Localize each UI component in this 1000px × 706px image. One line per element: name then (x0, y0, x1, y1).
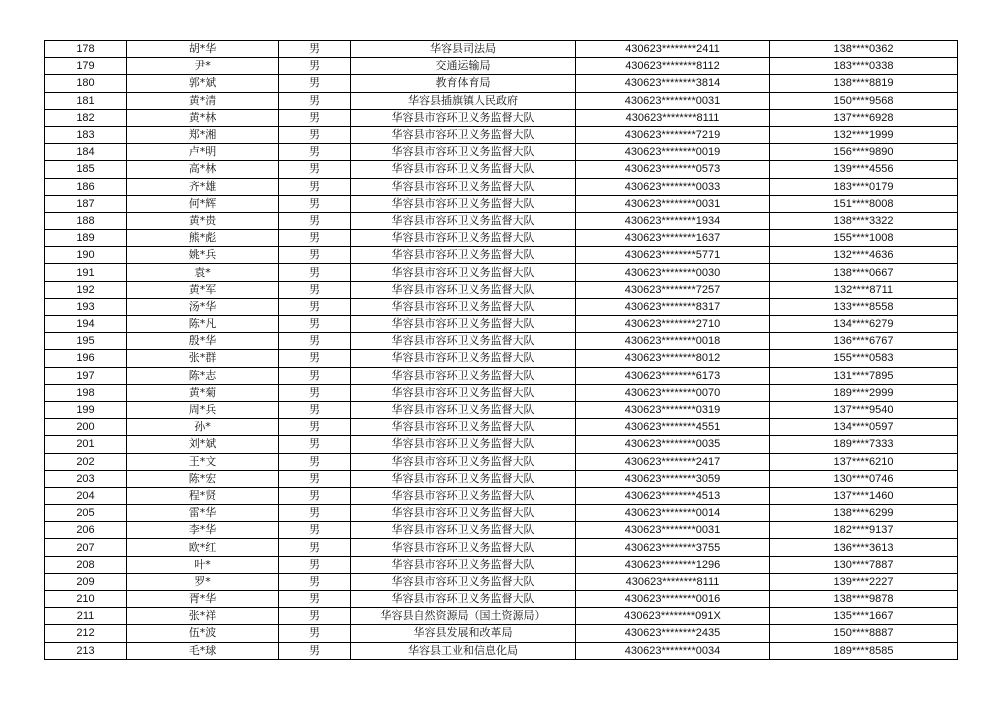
row-number-cell: 208 (45, 556, 127, 573)
work-unit-cell: 华容县市容环卫义务监督大队 (351, 487, 576, 504)
row-number-cell: 192 (45, 281, 127, 298)
id-number-cell: 430623********0031 (576, 195, 770, 212)
person-name-cell: 郑*湘 (127, 126, 279, 143)
row-number-cell: 187 (45, 195, 127, 212)
gender-cell: 男 (279, 384, 351, 401)
id-number-cell: 430623********1934 (576, 212, 770, 229)
person-name-cell: 熊*彪 (127, 230, 279, 247)
row-number-cell: 204 (45, 487, 127, 504)
row-number-cell: 198 (45, 384, 127, 401)
work-unit-cell: 华容县市容环卫义务监督大队 (351, 316, 576, 333)
work-unit-cell: 华容县市容环卫义务监督大队 (351, 230, 576, 247)
row-number-cell: 212 (45, 625, 127, 642)
person-name-cell: 陈*志 (127, 367, 279, 384)
person-name-cell: 胡*华 (127, 41, 279, 58)
person-name-cell: 张*祥 (127, 608, 279, 625)
phone-number-cell: 136****3613 (770, 539, 958, 556)
work-unit-cell: 华容县市容环卫义务监督大队 (351, 212, 576, 229)
table-row (45, 126, 958, 143)
id-number-cell: 430623********0030 (576, 264, 770, 281)
row-number-cell: 184 (45, 144, 127, 161)
gender-cell: 男 (279, 178, 351, 195)
table-row (45, 281, 958, 298)
phone-number-cell: 137****1460 (770, 487, 958, 504)
gender-cell: 男 (279, 367, 351, 384)
id-number-cell: 430623********8111 (576, 109, 770, 126)
gender-cell: 男 (279, 539, 351, 556)
gender-cell: 男 (279, 41, 351, 58)
table-row (45, 625, 958, 642)
row-number-cell: 197 (45, 367, 127, 384)
row-number-cell: 188 (45, 212, 127, 229)
work-unit-cell: 交通运输局 (351, 58, 576, 75)
row-number-cell: 199 (45, 401, 127, 418)
table-row (45, 436, 958, 453)
person-name-cell: 殷*华 (127, 333, 279, 350)
person-name-cell: 陈*凡 (127, 316, 279, 333)
person-name-cell: 欧*红 (127, 539, 279, 556)
row-number-cell: 203 (45, 470, 127, 487)
id-number-cell: 430623********7219 (576, 126, 770, 143)
id-number-cell: 430623********0031 (576, 92, 770, 109)
person-name-cell: 陈*宏 (127, 470, 279, 487)
gender-cell: 男 (279, 109, 351, 126)
gender-cell: 男 (279, 212, 351, 229)
phone-number-cell: 133****8558 (770, 298, 958, 315)
id-number-cell: 430623********091X (576, 608, 770, 625)
gender-cell: 男 (279, 350, 351, 367)
phone-number-cell: 155****1008 (770, 230, 958, 247)
table-row (45, 316, 958, 333)
phone-number-cell: 138****9878 (770, 591, 958, 608)
row-number-cell: 209 (45, 573, 127, 590)
work-unit-cell: 华容县市容环卫义务监督大队 (351, 401, 576, 418)
gender-cell: 男 (279, 230, 351, 247)
phone-number-cell: 182****9137 (770, 522, 958, 539)
row-number-cell: 186 (45, 178, 127, 195)
id-number-cell: 430623********0019 (576, 144, 770, 161)
person-name-cell: 孙* (127, 419, 279, 436)
row-number-cell: 205 (45, 505, 127, 522)
table-row (45, 384, 958, 401)
phone-number-cell: 138****6299 (770, 505, 958, 522)
table-row (45, 298, 958, 315)
work-unit-cell: 华容县市容环卫义务监督大队 (351, 178, 576, 195)
gender-cell: 男 (279, 487, 351, 504)
id-number-cell: 430623********2435 (576, 625, 770, 642)
gender-cell: 男 (279, 264, 351, 281)
id-number-cell: 430623********7257 (576, 281, 770, 298)
id-number-cell: 430623********8317 (576, 298, 770, 315)
phone-number-cell: 136****6767 (770, 333, 958, 350)
work-unit-cell: 华容县市容环卫义务监督大队 (351, 573, 576, 590)
work-unit-cell: 华容县市容环卫义务监督大队 (351, 419, 576, 436)
work-unit-cell: 华容县市容环卫义务监督大队 (351, 126, 576, 143)
phone-number-cell: 151****8008 (770, 195, 958, 212)
id-number-cell: 430623********1296 (576, 556, 770, 573)
phone-number-cell: 156****9890 (770, 144, 958, 161)
id-number-cell: 430623********1637 (576, 230, 770, 247)
row-number-cell: 195 (45, 333, 127, 350)
table-row (45, 591, 958, 608)
gender-cell: 男 (279, 161, 351, 178)
work-unit-cell: 教育体育局 (351, 75, 576, 92)
row-number-cell: 213 (45, 642, 127, 659)
gender-cell: 男 (279, 470, 351, 487)
work-unit-cell: 华容县自然资源局（国土资源局） (351, 608, 576, 625)
work-unit-cell: 华容县市容环卫义务监督大队 (351, 453, 576, 470)
row-number-cell: 194 (45, 316, 127, 333)
gender-cell: 男 (279, 505, 351, 522)
phone-number-cell: 183****0179 (770, 178, 958, 195)
work-unit-cell: 华容县市容环卫义务监督大队 (351, 264, 576, 281)
row-number-cell: 178 (45, 41, 127, 58)
gender-cell: 男 (279, 608, 351, 625)
table-row (45, 350, 958, 367)
table-row (45, 144, 958, 161)
person-name-cell: 王*文 (127, 453, 279, 470)
phone-number-cell: 189****8585 (770, 642, 958, 659)
table-row (45, 505, 958, 522)
person-name-cell: 卢*明 (127, 144, 279, 161)
table-row (45, 109, 958, 126)
gender-cell: 男 (279, 556, 351, 573)
id-number-cell: 430623********0031 (576, 522, 770, 539)
row-number-cell: 181 (45, 92, 127, 109)
phone-number-cell: 150****9568 (770, 92, 958, 109)
table-row (45, 92, 958, 109)
person-name-cell: 汤*华 (127, 298, 279, 315)
work-unit-cell: 华容县司法局 (351, 41, 576, 58)
id-number-cell: 430623********8111 (576, 573, 770, 590)
gender-cell: 男 (279, 126, 351, 143)
id-number-cell: 430623********4551 (576, 419, 770, 436)
table-row (45, 539, 958, 556)
gender-cell: 男 (279, 333, 351, 350)
person-name-cell: 尹* (127, 58, 279, 75)
work-unit-cell: 华容县市容环卫义务监督大队 (351, 384, 576, 401)
id-number-cell: 430623********0034 (576, 642, 770, 659)
person-name-cell: 叶* (127, 556, 279, 573)
table-row (45, 470, 958, 487)
id-number-cell: 430623********2710 (576, 316, 770, 333)
person-name-cell: 胥*华 (127, 591, 279, 608)
work-unit-cell: 华容县市容环卫义务监督大队 (351, 436, 576, 453)
work-unit-cell: 华容县市容环卫义务监督大队 (351, 298, 576, 315)
gender-cell: 男 (279, 642, 351, 659)
row-number-cell: 180 (45, 75, 127, 92)
person-name-cell: 张*群 (127, 350, 279, 367)
id-number-cell: 430623********0014 (576, 505, 770, 522)
phone-number-cell: 189****7333 (770, 436, 958, 453)
phone-number-cell: 130****0746 (770, 470, 958, 487)
table-row (45, 453, 958, 470)
gender-cell: 男 (279, 453, 351, 470)
id-number-cell: 430623********6173 (576, 367, 770, 384)
table-row (45, 212, 958, 229)
row-number-cell: 196 (45, 350, 127, 367)
id-number-cell: 430623********2417 (576, 453, 770, 470)
phone-number-cell: 132****1999 (770, 126, 958, 143)
roster-table-body (45, 41, 958, 660)
phone-number-cell: 134****0597 (770, 419, 958, 436)
person-name-cell: 黄*贵 (127, 212, 279, 229)
id-number-cell: 430623********0018 (576, 333, 770, 350)
phone-number-cell: 150****8887 (770, 625, 958, 642)
phone-number-cell: 138****8819 (770, 75, 958, 92)
gender-cell: 男 (279, 401, 351, 418)
person-name-cell: 高*林 (127, 161, 279, 178)
row-number-cell: 202 (45, 453, 127, 470)
phone-number-cell: 135****1667 (770, 608, 958, 625)
gender-cell: 男 (279, 58, 351, 75)
phone-number-cell: 138****0362 (770, 41, 958, 58)
person-name-cell: 郭*斌 (127, 75, 279, 92)
phone-number-cell: 130****7887 (770, 556, 958, 573)
id-number-cell: 430623********8012 (576, 350, 770, 367)
work-unit-cell: 华容县市容环卫义务监督大队 (351, 556, 576, 573)
id-number-cell: 430623********0016 (576, 591, 770, 608)
gender-cell: 男 (279, 522, 351, 539)
row-number-cell: 193 (45, 298, 127, 315)
person-name-cell: 何*辉 (127, 195, 279, 212)
phone-number-cell: 138****0667 (770, 264, 958, 281)
table-row (45, 161, 958, 178)
row-number-cell: 190 (45, 247, 127, 264)
work-unit-cell: 华容县市容环卫义务监督大队 (351, 591, 576, 608)
id-number-cell: 430623********3755 (576, 539, 770, 556)
work-unit-cell: 华容县市容环卫义务监督大队 (351, 109, 576, 126)
phone-number-cell: 132****8711 (770, 281, 958, 298)
id-number-cell: 430623********3814 (576, 75, 770, 92)
gender-cell: 男 (279, 316, 351, 333)
work-unit-cell: 华容县市容环卫义务监督大队 (351, 247, 576, 264)
person-name-cell: 毛*球 (127, 642, 279, 659)
work-unit-cell: 华容县市容环卫义务监督大队 (351, 144, 576, 161)
table-row (45, 333, 958, 350)
phone-number-cell: 132****4636 (770, 247, 958, 264)
table-row (45, 522, 958, 539)
gender-cell: 男 (279, 298, 351, 315)
phone-number-cell: 131****7895 (770, 367, 958, 384)
row-number-cell: 206 (45, 522, 127, 539)
table-row (45, 230, 958, 247)
table-row (45, 75, 958, 92)
work-unit-cell: 华容县发展和改革局 (351, 625, 576, 642)
row-number-cell: 201 (45, 436, 127, 453)
phone-number-cell: 139****4556 (770, 161, 958, 178)
row-number-cell: 179 (45, 58, 127, 75)
row-number-cell: 210 (45, 591, 127, 608)
table-row (45, 58, 958, 75)
person-name-cell: 程*贤 (127, 487, 279, 504)
row-number-cell: 183 (45, 126, 127, 143)
phone-number-cell: 155****0583 (770, 350, 958, 367)
id-number-cell: 430623********2411 (576, 41, 770, 58)
gender-cell: 男 (279, 419, 351, 436)
row-number-cell: 211 (45, 608, 127, 625)
table-row (45, 556, 958, 573)
person-name-cell: 罗* (127, 573, 279, 590)
work-unit-cell: 华容县插旗镇人民政府 (351, 92, 576, 109)
id-number-cell: 430623********0033 (576, 178, 770, 195)
id-number-cell: 430623********5771 (576, 247, 770, 264)
work-unit-cell: 华容县工业和信息化局 (351, 642, 576, 659)
phone-number-cell: 189****2999 (770, 384, 958, 401)
person-name-cell: 姚*兵 (127, 247, 279, 264)
id-number-cell: 430623********0035 (576, 436, 770, 453)
table-row (45, 367, 958, 384)
gender-cell: 男 (279, 195, 351, 212)
gender-cell: 男 (279, 247, 351, 264)
table-row (45, 573, 958, 590)
table-row (45, 419, 958, 436)
row-number-cell: 185 (45, 161, 127, 178)
phone-number-cell: 134****6279 (770, 316, 958, 333)
gender-cell: 男 (279, 75, 351, 92)
work-unit-cell: 华容县市容环卫义务监督大队 (351, 470, 576, 487)
work-unit-cell: 华容县市容环卫义务监督大队 (351, 522, 576, 539)
row-number-cell: 191 (45, 264, 127, 281)
person-name-cell: 袁* (127, 264, 279, 281)
table-row (45, 41, 958, 58)
gender-cell: 男 (279, 573, 351, 590)
phone-number-cell: 183****0338 (770, 58, 958, 75)
row-number-cell: 207 (45, 539, 127, 556)
gender-cell: 男 (279, 625, 351, 642)
phone-number-cell: 137****9540 (770, 401, 958, 418)
id-number-cell: 430623********0573 (576, 161, 770, 178)
person-name-cell: 刘*斌 (127, 436, 279, 453)
gender-cell: 男 (279, 436, 351, 453)
table-row (45, 487, 958, 504)
person-name-cell: 李*华 (127, 522, 279, 539)
work-unit-cell: 华容县市容环卫义务监督大队 (351, 505, 576, 522)
person-name-cell: 雷*华 (127, 505, 279, 522)
phone-number-cell: 137****6928 (770, 109, 958, 126)
table-row (45, 195, 958, 212)
person-name-cell: 黄*林 (127, 109, 279, 126)
row-number-cell: 189 (45, 230, 127, 247)
table-row (45, 401, 958, 418)
work-unit-cell: 华容县市容环卫义务监督大队 (351, 281, 576, 298)
person-name-cell: 周*兵 (127, 401, 279, 418)
work-unit-cell: 华容县市容环卫义务监督大队 (351, 195, 576, 212)
work-unit-cell: 华容县市容环卫义务监督大队 (351, 539, 576, 556)
table-row (45, 247, 958, 264)
work-unit-cell: 华容县市容环卫义务监督大队 (351, 333, 576, 350)
work-unit-cell: 华容县市容环卫义务监督大队 (351, 161, 576, 178)
gender-cell: 男 (279, 92, 351, 109)
person-name-cell: 伍*波 (127, 625, 279, 642)
gender-cell: 男 (279, 591, 351, 608)
work-unit-cell: 华容县市容环卫义务监督大队 (351, 367, 576, 384)
phone-number-cell: 137****6210 (770, 453, 958, 470)
work-unit-cell: 华容县市容环卫义务监督大队 (351, 350, 576, 367)
id-number-cell: 430623********0070 (576, 384, 770, 401)
person-name-cell: 齐*雄 (127, 178, 279, 195)
roster-table (44, 40, 958, 660)
table-row (45, 642, 958, 659)
phone-number-cell: 139****2227 (770, 573, 958, 590)
phone-number-cell: 138****3322 (770, 212, 958, 229)
id-number-cell: 430623********0319 (576, 401, 770, 418)
id-number-cell: 430623********8112 (576, 58, 770, 75)
table-row (45, 264, 958, 281)
gender-cell: 男 (279, 281, 351, 298)
table-row (45, 608, 958, 625)
row-number-cell: 200 (45, 419, 127, 436)
person-name-cell: 黄*清 (127, 92, 279, 109)
person-name-cell: 黄*菊 (127, 384, 279, 401)
id-number-cell: 430623********3059 (576, 470, 770, 487)
id-number-cell: 430623********4513 (576, 487, 770, 504)
table-row (45, 178, 958, 195)
person-name-cell: 黄*军 (127, 281, 279, 298)
row-number-cell: 182 (45, 109, 127, 126)
gender-cell: 男 (279, 144, 351, 161)
